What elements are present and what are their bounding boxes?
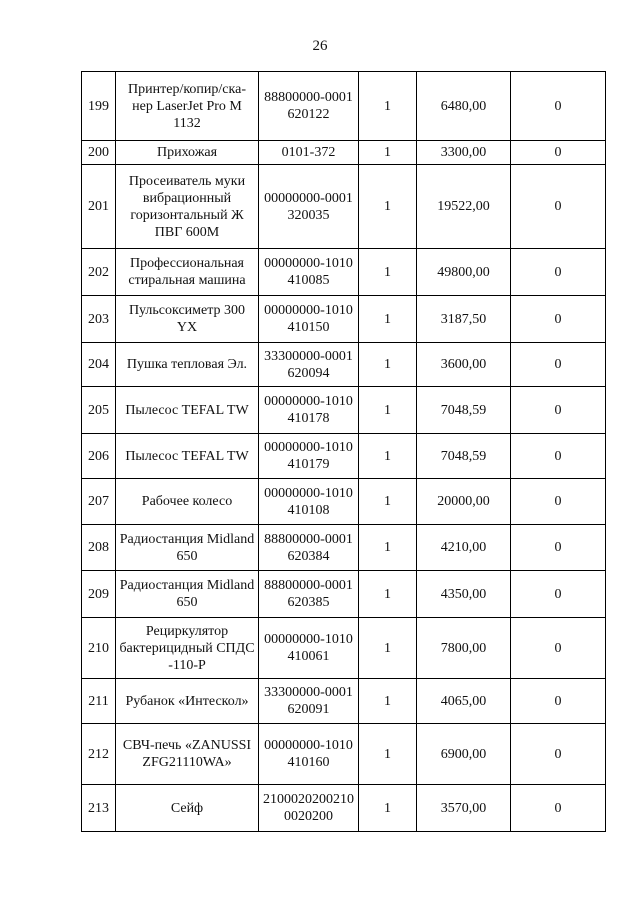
residual-value-cell: 0 [511, 679, 606, 724]
inventory-code-cell: 00000000-1010410061 [259, 618, 359, 679]
item-name-cell: Рециркулятор бактерицидный СПДС -110-Р [116, 618, 259, 679]
table-row [82, 618, 606, 679]
row-number-cell: 212 [82, 724, 116, 785]
inventory-code-cell: 88800000-0001620384 [259, 525, 359, 571]
residual-value-cell: 0 [511, 343, 606, 387]
row-number-cell: 204 [82, 343, 116, 387]
table-row [82, 724, 606, 785]
quantity-cell: 1 [359, 249, 417, 296]
quantity-cell: 1 [359, 618, 417, 679]
row-number-cell: 211 [82, 679, 116, 724]
residual-value-cell: 0 [511, 479, 606, 525]
quantity-cell: 1 [359, 141, 417, 165]
table-row [82, 434, 606, 479]
page-number: 26 [312, 38, 328, 54]
amount-cell: 4065,00 [417, 679, 511, 724]
residual-value-cell: 0 [511, 141, 606, 165]
item-name-cell: Пушка тепловая Эл. [116, 343, 259, 387]
inventory-code-cell: 88800000-0001620385 [259, 571, 359, 618]
quantity-cell: 1 [359, 434, 417, 479]
table-row [82, 479, 606, 525]
inventory-code-cell: 21000202002100020200 [259, 785, 359, 832]
residual-value-cell: 0 [511, 165, 606, 249]
table-row [82, 141, 606, 165]
item-name-cell: Рубанок «Интескол» [116, 679, 259, 724]
quantity-cell: 1 [359, 571, 417, 618]
table-row [82, 249, 606, 296]
table-row [82, 165, 606, 249]
row-number-cell: 207 [82, 479, 116, 525]
amount-cell: 3570,00 [417, 785, 511, 832]
amount-cell: 20000,00 [417, 479, 511, 525]
amount-cell: 6480,00 [417, 72, 511, 141]
inventory-code-cell: 33300000-0001620091 [259, 679, 359, 724]
inventory-code-cell: 33300000-0001620094 [259, 343, 359, 387]
amount-cell: 3600,00 [417, 343, 511, 387]
residual-value-cell: 0 [511, 296, 606, 343]
item-name-cell: Радиостанция Midland 650 [116, 571, 259, 618]
amount-cell: 3300,00 [417, 141, 511, 165]
item-name-cell: Прихожая [116, 141, 259, 165]
amount-cell: 7800,00 [417, 618, 511, 679]
inventory-table [81, 71, 606, 832]
table-row [82, 343, 606, 387]
inventory-code-cell: 00000000-1010410160 [259, 724, 359, 785]
residual-value-cell: 0 [511, 724, 606, 785]
item-name-cell: Пылесос TEFAL TW [116, 434, 259, 479]
amount-cell: 7048,59 [417, 434, 511, 479]
table-row [82, 571, 606, 618]
row-number-cell: 199 [82, 72, 116, 141]
quantity-cell: 1 [359, 785, 417, 832]
row-number-cell: 213 [82, 785, 116, 832]
quantity-cell: 1 [359, 296, 417, 343]
item-name-cell: Профессиональная стиральная машина [116, 249, 259, 296]
inventory-code-cell: 00000000-1010410108 [259, 479, 359, 525]
residual-value-cell: 0 [511, 72, 606, 141]
item-name-cell: Принтер/копир/ска-нер LaserJet Pro M 1132 [116, 72, 259, 141]
quantity-cell: 1 [359, 479, 417, 525]
item-name-cell: Рабочее колесо [116, 479, 259, 525]
row-number-cell: 203 [82, 296, 116, 343]
quantity-cell: 1 [359, 387, 417, 434]
quantity-cell: 1 [359, 724, 417, 785]
row-number-cell: 205 [82, 387, 116, 434]
residual-value-cell: 0 [511, 618, 606, 679]
inventory-code-cell: 00000000-1010410178 [259, 387, 359, 434]
quantity-cell: 1 [359, 525, 417, 571]
table-row [82, 785, 606, 832]
item-name-cell: Пылесос TEFAL TW [116, 387, 259, 434]
row-number-cell: 201 [82, 165, 116, 249]
table-row [82, 525, 606, 571]
residual-value-cell: 0 [511, 434, 606, 479]
row-number-cell: 209 [82, 571, 116, 618]
quantity-cell: 1 [359, 165, 417, 249]
amount-cell: 19522,00 [417, 165, 511, 249]
item-name-cell: СВЧ-печь «ZANUSSI ZFG21110WA» [116, 724, 259, 785]
inventory-code-cell: 88800000-0001620122 [259, 72, 359, 141]
row-number-cell: 206 [82, 434, 116, 479]
item-name-cell: Сейф [116, 785, 259, 832]
row-number-cell: 200 [82, 141, 116, 165]
amount-cell: 6900,00 [417, 724, 511, 785]
row-number-cell: 208 [82, 525, 116, 571]
amount-cell: 4210,00 [417, 525, 511, 571]
row-number-cell: 210 [82, 618, 116, 679]
residual-value-cell: 0 [511, 571, 606, 618]
amount-cell: 4350,00 [417, 571, 511, 618]
amount-cell: 7048,59 [417, 387, 511, 434]
table-row [82, 679, 606, 724]
table-row [82, 72, 606, 141]
residual-value-cell: 0 [511, 785, 606, 832]
residual-value-cell: 0 [511, 249, 606, 296]
inventory-code-cell: 00000000-1010410085 [259, 249, 359, 296]
inventory-table-body [82, 72, 606, 832]
inventory-code-cell: 00000000-1010410179 [259, 434, 359, 479]
residual-value-cell: 0 [511, 387, 606, 434]
inventory-code-cell: 0101-372 [259, 141, 359, 165]
row-number-cell: 202 [82, 249, 116, 296]
amount-cell: 3187,50 [417, 296, 511, 343]
item-name-cell: Радиостанция Midland 650 [116, 525, 259, 571]
table-row [82, 387, 606, 434]
item-name-cell: Пульсоксиметр 300 YX [116, 296, 259, 343]
amount-cell: 49800,00 [417, 249, 511, 296]
inventory-code-cell: 00000000-1010410150 [259, 296, 359, 343]
inventory-code-cell: 00000000-0001320035 [259, 165, 359, 249]
quantity-cell: 1 [359, 679, 417, 724]
residual-value-cell: 0 [511, 525, 606, 571]
table-row [82, 296, 606, 343]
quantity-cell: 1 [359, 72, 417, 141]
quantity-cell: 1 [359, 343, 417, 387]
item-name-cell: Просеиватель муки вибрационный горизонтальный Ж ПВГ 600М [116, 165, 259, 249]
